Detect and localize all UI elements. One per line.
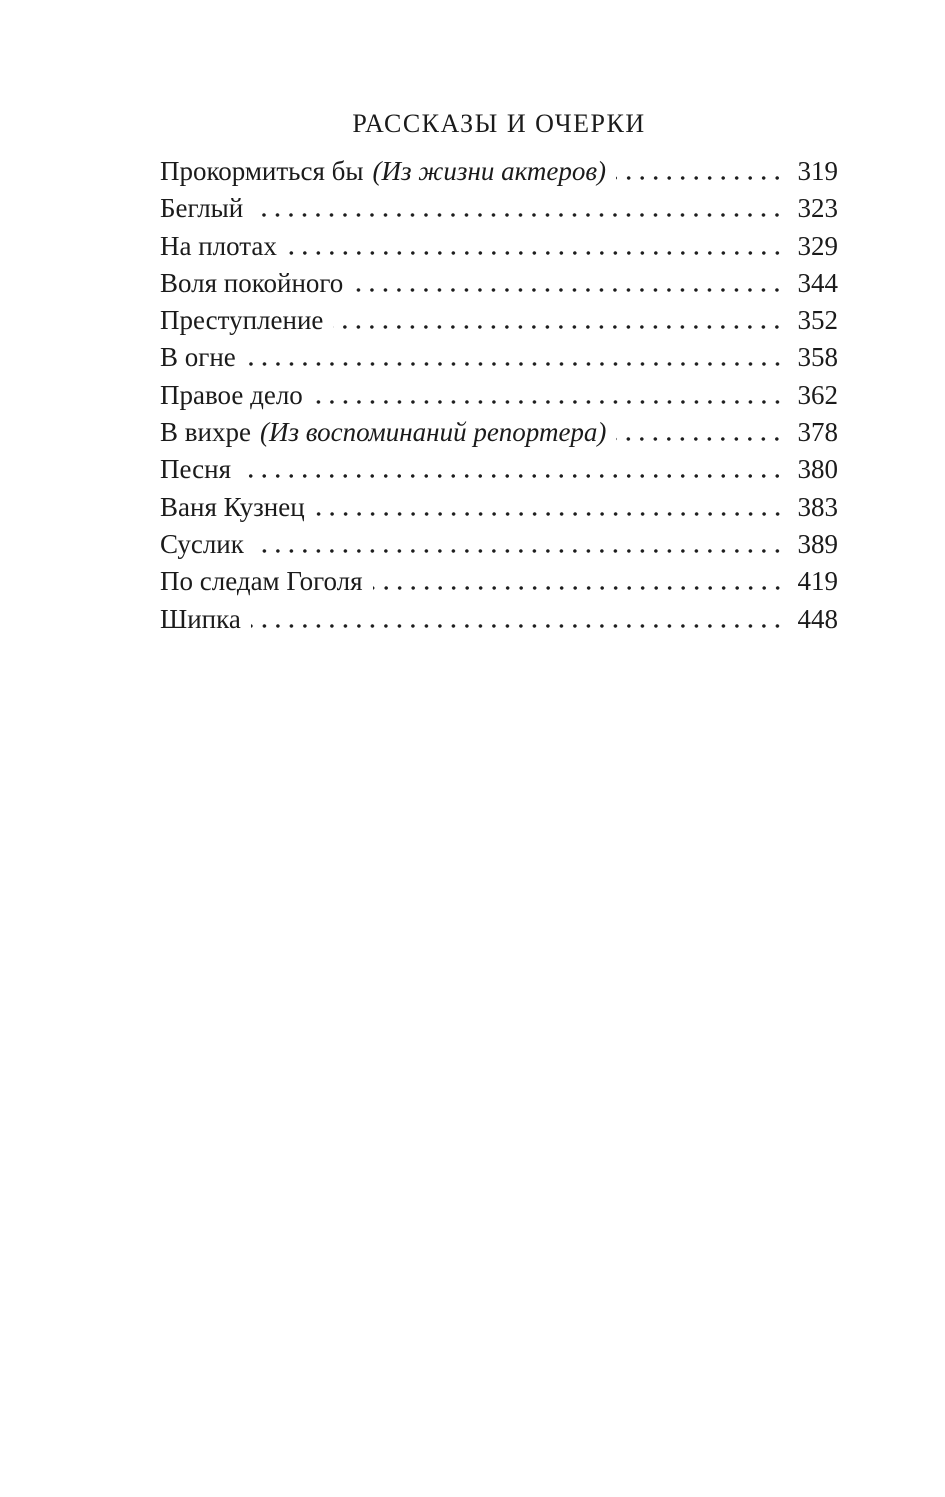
dot-leader <box>287 251 784 255</box>
toc-entry-page: 329 <box>797 230 838 261</box>
dot-leader <box>251 624 784 628</box>
toc-entry-page: 380 <box>797 454 838 485</box>
toc-entry-page: 419 <box>797 566 838 597</box>
toc-entry-note: (Из жизни актеров) <box>372 156 607 186</box>
dot-leader <box>253 213 784 217</box>
toc-entry <box>160 228 838 265</box>
toc-entry-title: Песня <box>160 454 232 485</box>
toc-entry <box>160 153 838 190</box>
toc-entry <box>160 377 838 414</box>
dot-leader <box>616 437 784 441</box>
toc-entry-note: (Из воспоминаний репортера) <box>259 417 607 448</box>
toc-entry <box>160 563 838 600</box>
toc-entry-title: На плотах <box>160 230 277 261</box>
toc-entry-title: Ваня Кузнец <box>160 491 305 522</box>
toc-entry-page: 448 <box>797 603 838 634</box>
toc-entry-title: Преступление <box>160 305 324 336</box>
toc-entry-title: В вихре <box>160 417 251 448</box>
toc-entry <box>160 302 838 339</box>
toc-entry-title: По следам Гоголя <box>160 566 363 597</box>
toc-entry-title: Прокормиться бы <box>160 156 364 186</box>
section-heading: РАССКАЗЫ И ОЧЕРКИ <box>352 109 646 138</box>
toc-entry-page: 383 <box>797 491 838 522</box>
toc-entry <box>160 339 838 376</box>
toc-entry-page: 352 <box>797 305 838 336</box>
dot-leader <box>246 362 784 366</box>
toc-entry-page: 323 <box>797 193 838 224</box>
toc-entry <box>160 601 838 638</box>
dot-leader <box>333 325 784 329</box>
toc-list <box>160 153 838 638</box>
toc-entry <box>160 265 838 302</box>
toc-entry-page: 389 <box>797 528 838 559</box>
dot-leader <box>373 586 784 590</box>
toc-entry-page: 378 <box>797 417 838 448</box>
dot-leader <box>616 176 784 180</box>
toc-content <box>160 108 838 638</box>
toc-entry-title: Воля покойного <box>160 267 344 298</box>
toc-entry-title: Суслик <box>160 528 244 559</box>
toc-entry-page: 358 <box>797 342 838 373</box>
toc-entry <box>160 190 838 227</box>
dot-leader <box>353 288 784 292</box>
toc-entry <box>160 526 838 563</box>
dot-leader <box>315 512 784 516</box>
toc-entry <box>160 414 838 451</box>
dot-leader <box>313 400 784 404</box>
toc-entry-title: Шипка <box>160 603 241 634</box>
dot-leader <box>241 474 784 478</box>
toc-entry-page: 344 <box>797 267 838 298</box>
toc-entry-title: Правое дело <box>160 379 303 410</box>
toc-entry-title: Беглый <box>160 193 244 224</box>
toc-entry-title: В огне <box>160 342 236 373</box>
dot-leader <box>254 549 784 553</box>
toc-entry-page: 319 <box>797 156 838 186</box>
toc-entry <box>160 489 838 526</box>
toc-entry-page: 362 <box>797 379 838 410</box>
toc-entry <box>160 451 838 488</box>
